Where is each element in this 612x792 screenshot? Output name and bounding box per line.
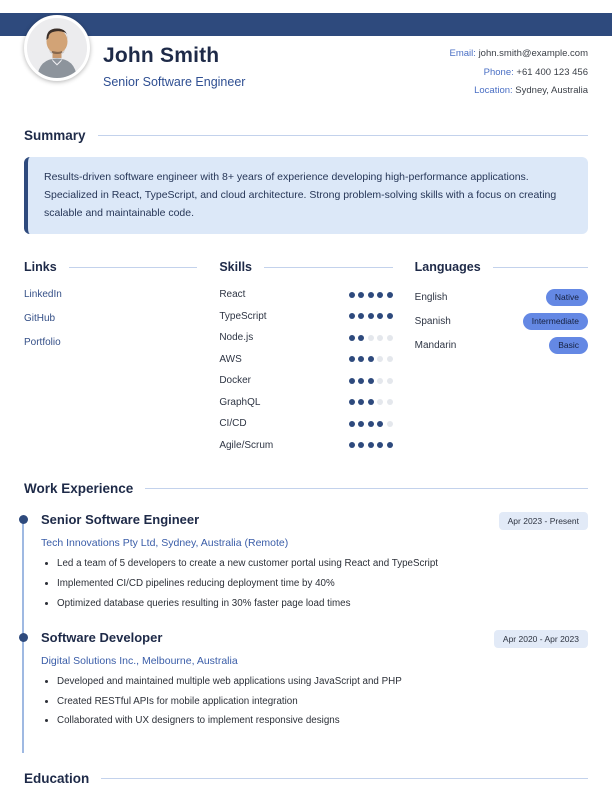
dot-empty: [377, 356, 383, 362]
dot-filled: [368, 378, 374, 384]
heading-rule: [69, 267, 198, 268]
three-column-section: [24, 260, 588, 461]
languages-column: [415, 260, 588, 461]
skill-name: TypeScript: [219, 310, 267, 322]
dot-filled: [349, 421, 355, 427]
avatar: [24, 15, 90, 81]
dot-filled: [349, 378, 355, 384]
dot-empty: [387, 399, 393, 405]
skill-row: [219, 289, 392, 300]
work-section-heading: [24, 481, 588, 496]
skill-name: Agile/Scrum: [219, 439, 274, 451]
links-section-heading: [24, 260, 197, 274]
dot-filled: [349, 313, 355, 319]
dot-empty: [387, 421, 393, 427]
contact-info: [450, 45, 588, 101]
dot-filled: [377, 292, 383, 298]
skill-name: CI/CD: [219, 418, 247, 430]
job-company: Digital Solutions Inc., Melbourne, Australia: [41, 654, 238, 667]
links-column: [24, 260, 197, 461]
contact-location: [450, 82, 588, 101]
person-name: John Smith: [103, 44, 220, 67]
email-value: john.smith@example.com: [478, 48, 588, 59]
dot-filled: [368, 356, 374, 362]
dot-filled: [358, 292, 364, 298]
link-linkedin[interactable]: LinkedIn: [24, 289, 62, 301]
dot-empty: [387, 335, 393, 341]
job-title: Software Developer: [41, 629, 163, 645]
skill-level-dots: [349, 356, 393, 362]
location-label: Location:: [474, 85, 513, 97]
email-label: Email:: [449, 48, 476, 59]
dot-filled: [387, 313, 393, 319]
contact-email: [450, 45, 588, 64]
name-block: [103, 44, 245, 89]
summary-section-heading: [24, 128, 588, 143]
skill-level-dots: [349, 399, 393, 405]
job-bullet-list: [41, 558, 588, 610]
job-company: Tech Innovations Pty Ltd, Sydney, Australia (Remote): [41, 537, 289, 550]
skill-level-dots: [349, 421, 393, 427]
language-row: [415, 313, 588, 329]
phone-value: +61 400 123 456: [516, 66, 588, 78]
skill-level-dots: [349, 442, 393, 448]
phone-label: Phone:: [483, 66, 514, 78]
dot-filled: [349, 356, 355, 362]
skill-row: [219, 440, 392, 451]
job-dates-badge: Apr 2020 - Apr 2023: [494, 630, 588, 648]
language-level-badge: Native: [546, 289, 588, 306]
dot-filled: [377, 442, 383, 448]
dot-filled: [368, 421, 374, 427]
skill-name: AWS: [219, 353, 242, 365]
dot-filled: [358, 399, 364, 405]
language-row: [415, 289, 588, 305]
skill-row: [219, 418, 392, 429]
timeline-dot: [19, 515, 28, 524]
skill-level-dots: [349, 313, 393, 319]
job-dates-badge: Apr 2023 - Present: [499, 512, 588, 530]
job-header: [41, 512, 588, 530]
heading-rule: [98, 135, 588, 136]
job-bullet-list: [41, 676, 588, 728]
link-github[interactable]: GitHub: [24, 313, 56, 325]
job-bullet: • Led a team of 5 developers to create a new customer portal using React and TypeScript: [57, 558, 588, 570]
languages-section-heading: [415, 260, 588, 274]
job-bullet: • Developed and maintained multiple web applications using JavaScript and PHP: [57, 676, 588, 688]
link-portfolio[interactable]: Portfolio: [24, 337, 61, 349]
dot-filled: [358, 335, 364, 341]
language-name: English: [414, 291, 448, 303]
job-bullet: • Implemented CI/CD pipelines reducing deployment time by 40%: [57, 578, 588, 590]
dot-filled: [349, 442, 355, 448]
skill-row: [219, 311, 392, 322]
dot-empty: [387, 378, 393, 384]
dot-filled: [368, 442, 374, 448]
heading-rule: [101, 778, 588, 779]
dot-filled: [368, 313, 374, 319]
skill-name: Docker: [219, 375, 252, 387]
work-heading-text: Work Experience: [24, 481, 134, 497]
dot-filled: [349, 399, 355, 405]
contact-phone: [450, 64, 588, 83]
skill-level-dots: [349, 378, 393, 384]
resume-header: [0, 0, 612, 101]
languages-heading-text: Languages: [414, 260, 481, 275]
language-level-badge: Basic: [549, 337, 588, 354]
location-value: Sydney, Australia: [515, 85, 588, 97]
dot-filled: [349, 335, 355, 341]
dot-filled: [377, 421, 383, 427]
job-bullet: • Collaborated with UX designers to implement responsive designs: [57, 715, 588, 727]
dot-empty: [377, 378, 383, 384]
heading-rule: [493, 267, 588, 268]
dot-filled: [377, 313, 383, 319]
skill-name: Node.js: [219, 332, 254, 344]
dot-filled: [358, 421, 364, 427]
dot-empty: [368, 335, 374, 341]
dot-empty: [387, 356, 393, 362]
skill-row: [219, 397, 392, 408]
dot-filled: [358, 442, 364, 448]
person-job-title: Senior Software Engineer: [103, 75, 246, 89]
skills-heading-text: Skills: [219, 260, 252, 275]
skill-row: [219, 332, 392, 343]
person-photo-icon: [27, 18, 87, 78]
skill-level-dots: [349, 335, 393, 341]
skills-section-heading: [219, 260, 392, 274]
language-level-badge: Intermediate: [523, 313, 588, 330]
skills-list: [219, 289, 392, 451]
language-row: [415, 337, 588, 353]
dot-filled: [358, 356, 364, 362]
job-bullet: • Created RESTful APIs for mobile application integration: [57, 696, 588, 708]
skill-level-dots: [349, 292, 393, 298]
dot-empty: [377, 335, 383, 341]
language-name: Mandarin: [414, 339, 457, 351]
education-heading-text: Education: [24, 771, 90, 787]
dot-filled: [387, 292, 393, 298]
timeline-dot: [19, 633, 28, 642]
skill-name: GraphQL: [219, 396, 261, 408]
job-header: [41, 630, 588, 648]
dot-filled: [368, 292, 374, 298]
skill-row: [219, 375, 392, 386]
work-timeline: [22, 512, 588, 753]
heading-rule: [264, 267, 393, 268]
skill-name: React: [219, 289, 246, 301]
dot-filled: [358, 378, 364, 384]
job-bullet: • Optimized database queries resulting in 30% faster page load times: [57, 598, 588, 610]
job-title: Senior Software Engineer: [41, 512, 200, 528]
languages-list: [415, 289, 588, 353]
summary-heading-text: Summary: [24, 128, 86, 144]
heading-rule: [145, 488, 588, 489]
skill-row: [219, 354, 392, 365]
links-list: [24, 289, 197, 348]
skills-column: [219, 260, 392, 461]
job-entry: [22, 630, 588, 728]
language-name: Spanish: [414, 315, 451, 327]
dot-filled: [387, 442, 393, 448]
summary-box: Results-driven software engineer with 8+ years of experience developing high-performance applications. Specialized in React, TypeScript, and cloud architecture. Strong problem-solving skills with a focus on creating scalable and maintainable code.: [24, 157, 588, 234]
links-heading-text: Links: [24, 260, 57, 275]
job-entry: [22, 512, 588, 610]
education-section-heading: [24, 771, 588, 786]
dot-filled: [349, 292, 355, 298]
dot-filled: [368, 399, 374, 405]
dot-empty: [377, 399, 383, 405]
dot-filled: [358, 313, 364, 319]
